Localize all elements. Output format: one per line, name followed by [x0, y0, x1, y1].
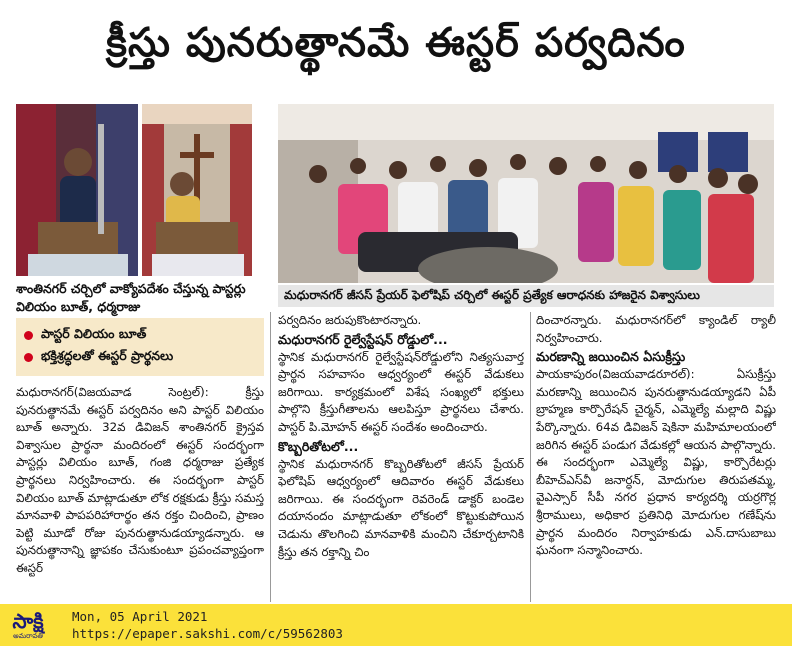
article-paragraph: స్థానిక మధురానగర్ కొబ్బరితోటలో జీసస్ ప్రేయర్ ఫెలోషిప్ ఆధ్వర్యంలో ఆదివారం ఈస్టర్ వేడుకలు జరిగాయి. ఈ సందర్భంగా రెవరెండ్ డాక్టర్ బండెల దయానందం మాట్లాడుతూ లోకంలో కొట్టుకుపోయిన చెడును తొలగించి మానవాళికి మంచిని చేకూర్చటానికి క్రీస్తు తన రక్తాన్ని చిం: [278, 456, 524, 559]
pastor-photo-2: [142, 104, 252, 276]
article-paragraph: పర్వదినం జరుపుకొంటారన్నారు.: [278, 313, 422, 327]
congregation-photo: [278, 104, 774, 283]
pastor-photo-1: [16, 104, 138, 276]
bullet-item: [24, 324, 256, 346]
highlight-box: [16, 318, 264, 376]
headline: క్రీస్తు పునరుత్థానమే ఈస్టర్ పర్వదినం: [106, 20, 686, 66]
publish-date: Mon, 05 April 2021: [72, 609, 208, 624]
bullet-text: భక్తిశ్రద్ధలతో ఈస్టర్ ప్రార్థనలు: [41, 347, 174, 363]
bullet-text: పాస్టర్ విలియం బూత్: [41, 325, 147, 341]
column-divider: [270, 312, 271, 602]
article-column-3: [536, 312, 776, 602]
article-column-2: [278, 312, 524, 602]
column-divider: [530, 312, 531, 602]
article-paragraph: స్థానిక మధురానగర్ రైల్వేస్టేషన్‌రోడ్డులోని నిత్యసువార్త ప్రార్థన సహవాసం ఆధ్వర్యంలో ఈస్టర్ వేడుకలు జరిగాయి. కార్యక్రమంలో విశేష సంఖ్యలో భక్తులు పాల్గొని క్రీస్తుగీతాలను ఆలపిస్తూ ప్రార్థనలు చేశారు. పాస్టర్ పి.మోహన్ ఈస్టర్ సందేశం అందించారు.: [278, 349, 524, 434]
caption-right: మధురానగర్ జీసస్ ప్రేయర్ ఫెలోషిప్ చర్చిలో ఈస్టర్ ప్రత్యేక ఆరాధనకు హాజరైన విశ్వాసులు: [278, 285, 774, 307]
article-subheading: మరణాన్ని జయించిన ఏసుక్రీస్తు: [536, 349, 686, 365]
sakshi-logo: [6, 606, 50, 644]
logo-subtext: అమరావతి: [13, 632, 43, 640]
article-paragraph: పాయకాపురం(విజయవాడరూరల్): ఏసుక్రీస్తు మరణాన్ని జయించిన పునరుత్థానుడయ్యాడని ఏపీ బ్రాహ్మణ కార్పొరేషన్ చైర్మన్, ఎమ్మెల్యే మల్లాది విష్ణు పేర్కొన్నారు. 64వ డివిజన్ షెకినా మహిమాలయంలో జరిగిన ఈస్టర్ పండుగ వేడుకల్లో ఆయన పాల్గొన్నారు. ఈ సందర్భంగా ఎమ్మెల్యే విష్ణు, కార్పొరేటర్లు బీహెచ్‌ఎస్‌వీ జనార్ధన్, మోదుగుల తిరుపతమ్మ, వైఎస్సార్ సీపీ నగర ప్రధాన కార్యదర్శి యర్రగొర్ల శ్రీరాములు, అధికార ప్రతినిధి మోదుగుల గణేష్‌ను ప్రార్థన మందిరం నిర్వాహకుడు ఎన్.దాసుబాబు ఘనంగా సన్మానించారు.: [536, 367, 776, 558]
article-subheading: మధురానగర్ రైల్వేస్టేషన్ రోడ్డులో...: [278, 331, 448, 347]
article-subheading: కొబ్బరితోటలో...: [278, 438, 359, 454]
logo-text: సాక్షి: [12, 609, 44, 633]
footer-bar: [0, 604, 792, 646]
bullet-icon: [24, 331, 33, 340]
article-paragraph: దించారన్నారు. మధురానగర్‌లో క్యాండిల్ ర్యాలీ నిర్వహించారు.: [536, 313, 776, 345]
article-column-1: [16, 384, 264, 602]
footer-info: [72, 608, 343, 642]
caption-left: శాంతినగర్ చర్చిలో వాక్యోపదేశం చేస్తున్న పాస్టర్లు విలియం బూత్, ధర్మరాజు: [16, 281, 246, 314]
article-paragraph: మధురానగర్(విజయవాడ సెంట్రల్): క్రీస్తు పునరుత్థానమే ఈస్టర్ పర్వదినం అని పాస్టర్ విలియం బూత్ అన్నారు. 32వ డివిజన్ శాంతినగర్ క్రైస్తవ విశ్వాసుల ప్రార్థనా మందిరంలో ఈస్టర్ సందర్భంగా పాస్టర్లు విలియం బూత్, గంజి ధర్మరాజు ప్రత్యేక ప్రార్థనలు నిర్వహించారు. ఈ సందర్భంగా పాస్టర్ విలియం బూత్ మాట్లాడుతూ లోక రక్షకుడు క్రీస్తు సమస్త మానవాళి పాపపరిహారార్థం తన రక్తం చిందించి, ప్రాణం పెట్టి మూడో రోజు పునరుత్థానుడయ్యాడన్నారు. ఆ పునరుత్థానాన్ని జ్ఞాపకం చేసుకుంటూ ప్రపంచవ్యాప్తంగా ఈస్టర్: [16, 385, 264, 575]
epaper-link[interactable]: https://epaper.sakshi.com/c/59562803: [72, 626, 343, 641]
bullet-item: [24, 346, 256, 368]
bullet-icon: [24, 353, 33, 362]
